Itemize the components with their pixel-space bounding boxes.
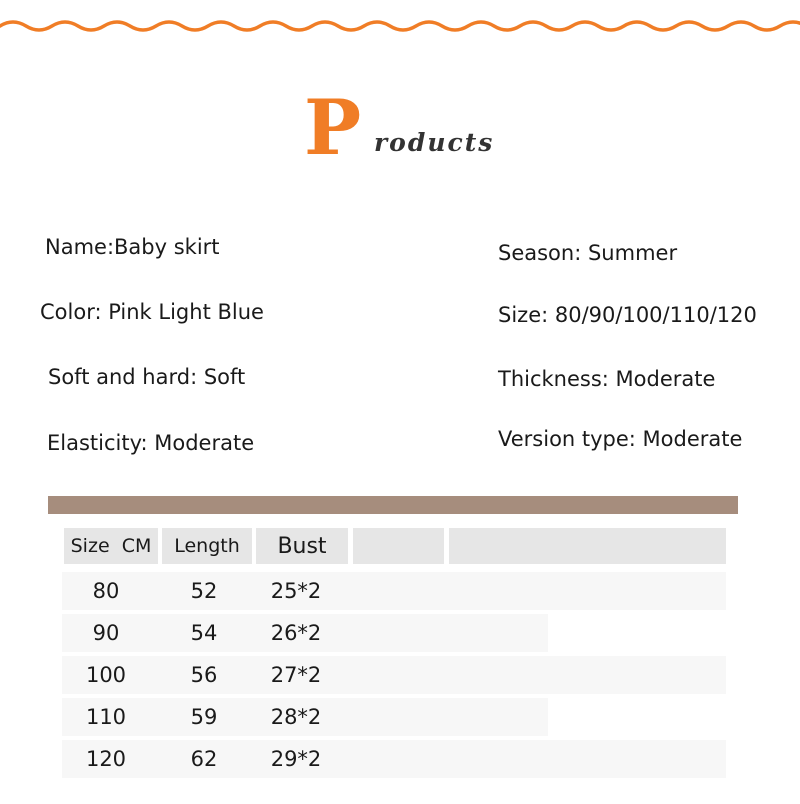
cell-length: 59 (190, 705, 218, 729)
decorative-wave-border (0, 8, 800, 44)
header-size-label: Size CM (70, 535, 152, 557)
header-length (162, 528, 252, 564)
attr-elasticity: Elasticity: Moderate (47, 431, 255, 455)
cell-length: 54 (190, 621, 218, 645)
header-bust-label: Bust (277, 533, 327, 559)
cell-size: 80 (92, 579, 120, 603)
heading-word: roducts (374, 128, 495, 157)
cell-length: 56 (190, 663, 218, 687)
cell-length: 62 (190, 747, 218, 771)
cell-size: 110 (85, 705, 127, 729)
header-bust (256, 528, 348, 564)
header-empty-2 (449, 528, 726, 564)
products-heading (0, 83, 800, 178)
cell-bust: 26*2 (270, 621, 322, 645)
cell-bust: 27*2 (270, 663, 322, 687)
cell-bust: 29*2 (270, 747, 322, 771)
attr-size: Size: 80/90/100/110/120 (498, 303, 757, 327)
cell-length: 52 (190, 579, 218, 603)
heading-initial: P (304, 83, 362, 172)
cell-bust: 25*2 (270, 579, 322, 603)
header-size (64, 528, 158, 564)
cell-size: 100 (85, 663, 127, 687)
attr-thickness: Thickness: Moderate (498, 367, 716, 391)
attr-season: Season: Summer (498, 241, 678, 265)
attr-softness: Soft and hard: Soft (48, 365, 246, 389)
cell-size: 90 (92, 621, 120, 645)
attr-name: Name:Baby skirt (45, 235, 220, 259)
header-length-label: Length (174, 535, 240, 557)
header-empty-1 (353, 528, 444, 564)
cell-size: 120 (85, 747, 127, 771)
attr-color: Color: Pink Light Blue (40, 300, 264, 324)
cell-bust: 28*2 (270, 705, 322, 729)
section-divider-bar (48, 496, 738, 514)
attr-version: Version type: Moderate (498, 427, 743, 451)
